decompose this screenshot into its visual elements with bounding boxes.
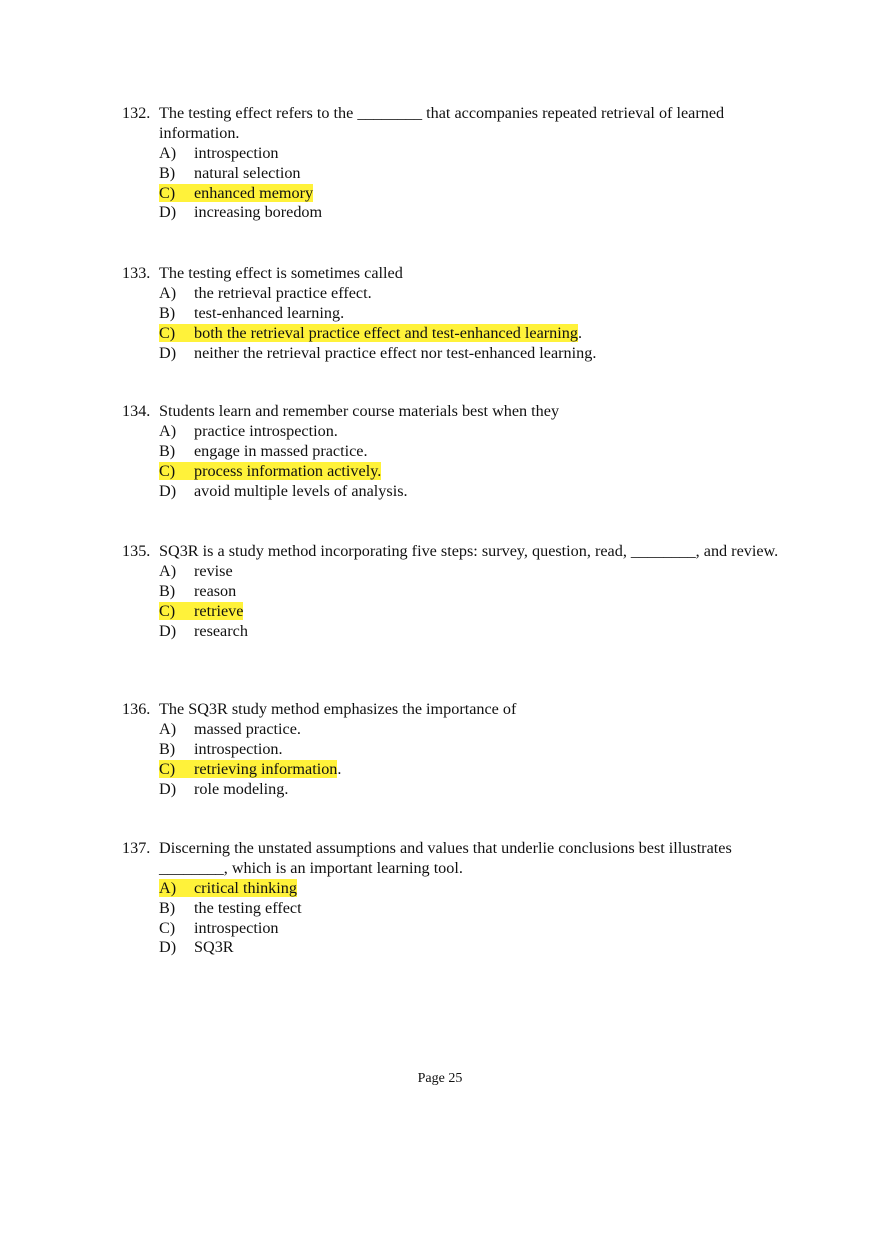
question-136 xyxy=(122,700,782,799)
option-text: the testing effect xyxy=(194,898,302,917)
question-text: The SQ3R study method emphasizes the importance of xyxy=(159,700,517,718)
option-d xyxy=(122,780,782,800)
option-letter: B) xyxy=(159,441,176,460)
option-c-correct xyxy=(122,462,782,482)
option-letter: A) xyxy=(159,719,177,738)
option-c-correct xyxy=(122,184,782,204)
question-number: 134. xyxy=(122,402,151,420)
answer-highlight: retrieving information xyxy=(159,760,337,778)
option-text: neither the retrieval practice effect nor test-enhanced learning. xyxy=(194,343,597,362)
option-letter: D) xyxy=(159,938,177,957)
option-letter: B) xyxy=(159,739,176,758)
option-letter: D) xyxy=(159,203,177,222)
option-d xyxy=(122,938,782,958)
question-text: Discerning the unstated assumptions and values that underlie conclusions best illustrates ________, which is an important learning tool. xyxy=(159,839,732,877)
option-letter: C) xyxy=(159,461,176,480)
question-stem xyxy=(122,542,782,562)
option-a-correct xyxy=(122,879,782,899)
question-137 xyxy=(122,839,782,958)
option-letter: C) xyxy=(159,759,176,778)
option-text: introspection. xyxy=(194,739,283,758)
answer-highlight: process information actively. xyxy=(159,462,381,480)
question-number: 136. xyxy=(122,700,151,718)
option-c-correct xyxy=(122,760,782,780)
option-letter: B) xyxy=(159,581,176,600)
question-stem xyxy=(122,264,782,284)
question-stem xyxy=(122,402,782,422)
option-b xyxy=(122,442,782,462)
option-letter: C) xyxy=(159,323,176,342)
question-stem xyxy=(122,104,782,144)
option-a xyxy=(122,284,782,304)
answer-highlight: both the retrieval practice effect and test-enhanced learning xyxy=(159,324,578,342)
option-text: introspection xyxy=(194,918,279,937)
option-text: test-enhanced learning. xyxy=(194,303,345,322)
answer-highlight: retrieve xyxy=(159,602,243,620)
option-b xyxy=(122,304,782,324)
option-d xyxy=(122,622,782,642)
question-text: The testing effect is sometimes called xyxy=(159,264,403,282)
option-text: SQ3R xyxy=(194,938,234,957)
option-text: practice introspection. xyxy=(194,421,338,440)
option-text: massed practice. xyxy=(194,719,301,738)
option-c-correct xyxy=(122,602,782,622)
option-text: reason xyxy=(194,581,237,600)
question-text: The testing effect refers to the ________ that accompanies repeated retrieval of learned information. xyxy=(159,104,725,142)
question-134 xyxy=(122,402,782,501)
page-number: Page 25 xyxy=(417,1071,463,1086)
option-trail: . xyxy=(337,759,342,778)
option-letter: A) xyxy=(159,878,177,897)
option-text: the retrieval practice effect. xyxy=(194,283,372,302)
option-a xyxy=(122,720,782,740)
option-text: introspection xyxy=(194,143,279,162)
option-b xyxy=(122,164,782,184)
option-letter: C) xyxy=(159,183,176,202)
option-letter: D) xyxy=(159,481,177,500)
option-d xyxy=(122,203,782,223)
question-number: 135. xyxy=(122,542,151,560)
question-text: SQ3R is a study method incorporating five steps: survey, question, read, ________, and review. xyxy=(159,542,779,560)
question-number: 133. xyxy=(122,264,151,282)
question-135 xyxy=(122,542,782,641)
option-letter: C) xyxy=(159,918,176,937)
question-133 xyxy=(122,264,782,363)
option-letter: A) xyxy=(159,421,177,440)
option-text: role modeling. xyxy=(194,779,289,798)
option-letter: D) xyxy=(159,621,177,640)
option-letter: D) xyxy=(159,779,177,798)
question-132 xyxy=(122,104,782,223)
option-text: research xyxy=(194,621,248,640)
option-a xyxy=(122,422,782,442)
option-letter: D) xyxy=(159,343,177,362)
option-c xyxy=(122,919,782,939)
option-c-correct xyxy=(122,324,782,344)
option-text: engage in massed practice. xyxy=(194,441,368,460)
option-letter: B) xyxy=(159,163,176,182)
option-b xyxy=(122,582,782,602)
option-letter: A) xyxy=(159,283,177,302)
option-d xyxy=(122,482,782,502)
question-stem xyxy=(122,839,782,879)
question-number: 132. xyxy=(122,104,151,122)
option-letter: A) xyxy=(159,561,177,580)
option-text: natural selection xyxy=(194,163,301,182)
option-letter: B) xyxy=(159,898,176,917)
option-a xyxy=(122,562,782,582)
option-text: revise xyxy=(194,561,233,580)
option-b xyxy=(122,899,782,919)
option-d xyxy=(122,344,782,364)
option-letter: B) xyxy=(159,303,176,322)
option-letter: A) xyxy=(159,143,177,162)
answer-highlight: enhanced memory xyxy=(159,184,313,202)
question-stem xyxy=(122,700,782,720)
option-text: increasing boredom xyxy=(194,203,323,222)
option-a xyxy=(122,144,782,164)
option-letter: C) xyxy=(159,601,176,620)
option-text: avoid multiple levels of analysis. xyxy=(194,481,408,500)
option-trail: . xyxy=(577,323,583,342)
option-b xyxy=(122,740,782,760)
answer-highlight: critical thinking xyxy=(159,879,297,897)
question-number: 137. xyxy=(122,839,151,857)
question-text: Students learn and remember course materials best when they xyxy=(159,402,560,420)
